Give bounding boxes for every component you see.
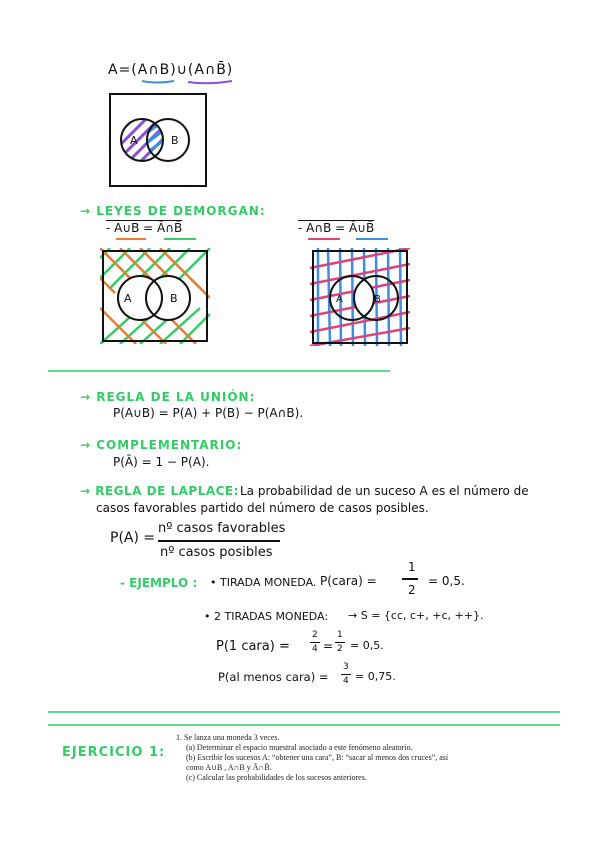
example-case-1-label: • TIRADA MONEDA. xyxy=(210,576,317,589)
venn-diagram-1 xyxy=(108,92,208,188)
exercise-line-2: (a) Determinar el espacio muestral asociado a este fenómeno aleatorio. xyxy=(186,743,413,752)
venn3-label-a: A xyxy=(336,294,343,305)
exercise-label: EJERCICIO 1: xyxy=(62,745,166,760)
law2-underline xyxy=(304,236,394,242)
example-p1-equals: = xyxy=(323,639,334,653)
example-case-1-result: = 0,5. xyxy=(428,574,465,588)
section-divider-1 xyxy=(48,370,390,372)
venn1-label-a: A xyxy=(130,134,138,147)
example-p1-frac1-den: 4 xyxy=(312,644,318,654)
section-divider-3 xyxy=(48,724,560,726)
laplace-denominator: nº casos posibles xyxy=(160,545,273,560)
example-case-2-label: • 2 TIRADAS MONEDA: xyxy=(204,610,329,623)
laplace-numerator: nº casos favorables xyxy=(158,521,286,536)
top-formula: A=(A∩B)∪(A∩B̄) xyxy=(108,62,234,78)
union-formula: P(A∪B) = P(A) + P(B) − P(A∩B). xyxy=(113,406,304,420)
example-p1-frac1-bar xyxy=(310,642,320,643)
venn3-label-b: B xyxy=(374,294,381,305)
venn-diagram-3 xyxy=(310,248,410,346)
section-divider-2 xyxy=(48,711,560,713)
exercise-line-5: (c) Calcular las probabilidades de los sucesos anteriores. xyxy=(186,773,367,782)
top-formula-underline xyxy=(108,78,238,86)
venn2-label-b: B xyxy=(170,292,178,305)
venn-diagram-2 xyxy=(100,248,210,344)
exercise-line-4: como A∪B , A∩B y Ā∩B̄. xyxy=(186,763,272,772)
example-case-1-fraction-bar xyxy=(402,578,418,580)
example-p1-frac2-num: 1 xyxy=(337,630,343,640)
union-heading: → REGLA DE LA UNIÓN: xyxy=(80,390,256,404)
example-p1-frac1-num: 2 xyxy=(312,630,318,640)
example-p1-frac2-den: 2 xyxy=(337,644,343,654)
laplace-heading: → REGLA DE LAPLACE: xyxy=(80,484,239,498)
example-case-1-denominator: 2 xyxy=(408,583,416,597)
morgan-law-2: - A∩B = Ā∪B̄ xyxy=(298,221,375,235)
example-p2-bar xyxy=(341,674,351,675)
example-p2-den: 4 xyxy=(343,676,349,686)
example-case-1-numerator: 1 xyxy=(408,560,416,574)
laplace-fraction-bar xyxy=(158,540,280,542)
exercise-line-1: 1. Se lanza una moneda 3 veces. xyxy=(176,733,280,742)
complement-heading: → COMPLEMENTARIO: xyxy=(80,438,243,452)
venn2-label-a: A xyxy=(124,292,132,305)
example-p1-frac2-bar xyxy=(335,642,345,643)
morgan-heading: → LEYES DE DEMORGAN: xyxy=(80,204,266,218)
laplace-text-line-2: casos favorables partido del número de casos posibles. xyxy=(96,501,429,515)
example-p2-lhs: P(al menos cara) = xyxy=(218,670,329,684)
example-case-2-sample-space: → S = {cc, c+, +c, ++}. xyxy=(348,609,484,622)
example-p2-num: 3 xyxy=(343,662,349,672)
example-label: - EJEMPLO : xyxy=(120,576,198,590)
laplace-text-line-1: La probabilidad de un suceso A es el número de xyxy=(240,484,529,498)
example-p1-result: = 0,5. xyxy=(350,639,384,652)
example-p2-result: = 0,75. xyxy=(355,670,396,683)
example-p1-lhs: P(1 cara) = xyxy=(216,639,290,654)
law1-underline xyxy=(112,236,202,242)
example-case-1-lhs: P(cara) = xyxy=(320,574,377,588)
laplace-formula-lhs: P(A) = xyxy=(110,530,156,546)
exercise-line-3: (b) Escribir los sucesos A: “obtener una cara”, B: “sacar al menos dos cruces”, así xyxy=(186,753,449,762)
complement-formula: P(Ā) = 1 − P(A). xyxy=(113,455,210,469)
morgan-law-1: - A∪B = Ā∩B̄ xyxy=(106,221,183,235)
venn1-label-b: B xyxy=(171,134,179,147)
